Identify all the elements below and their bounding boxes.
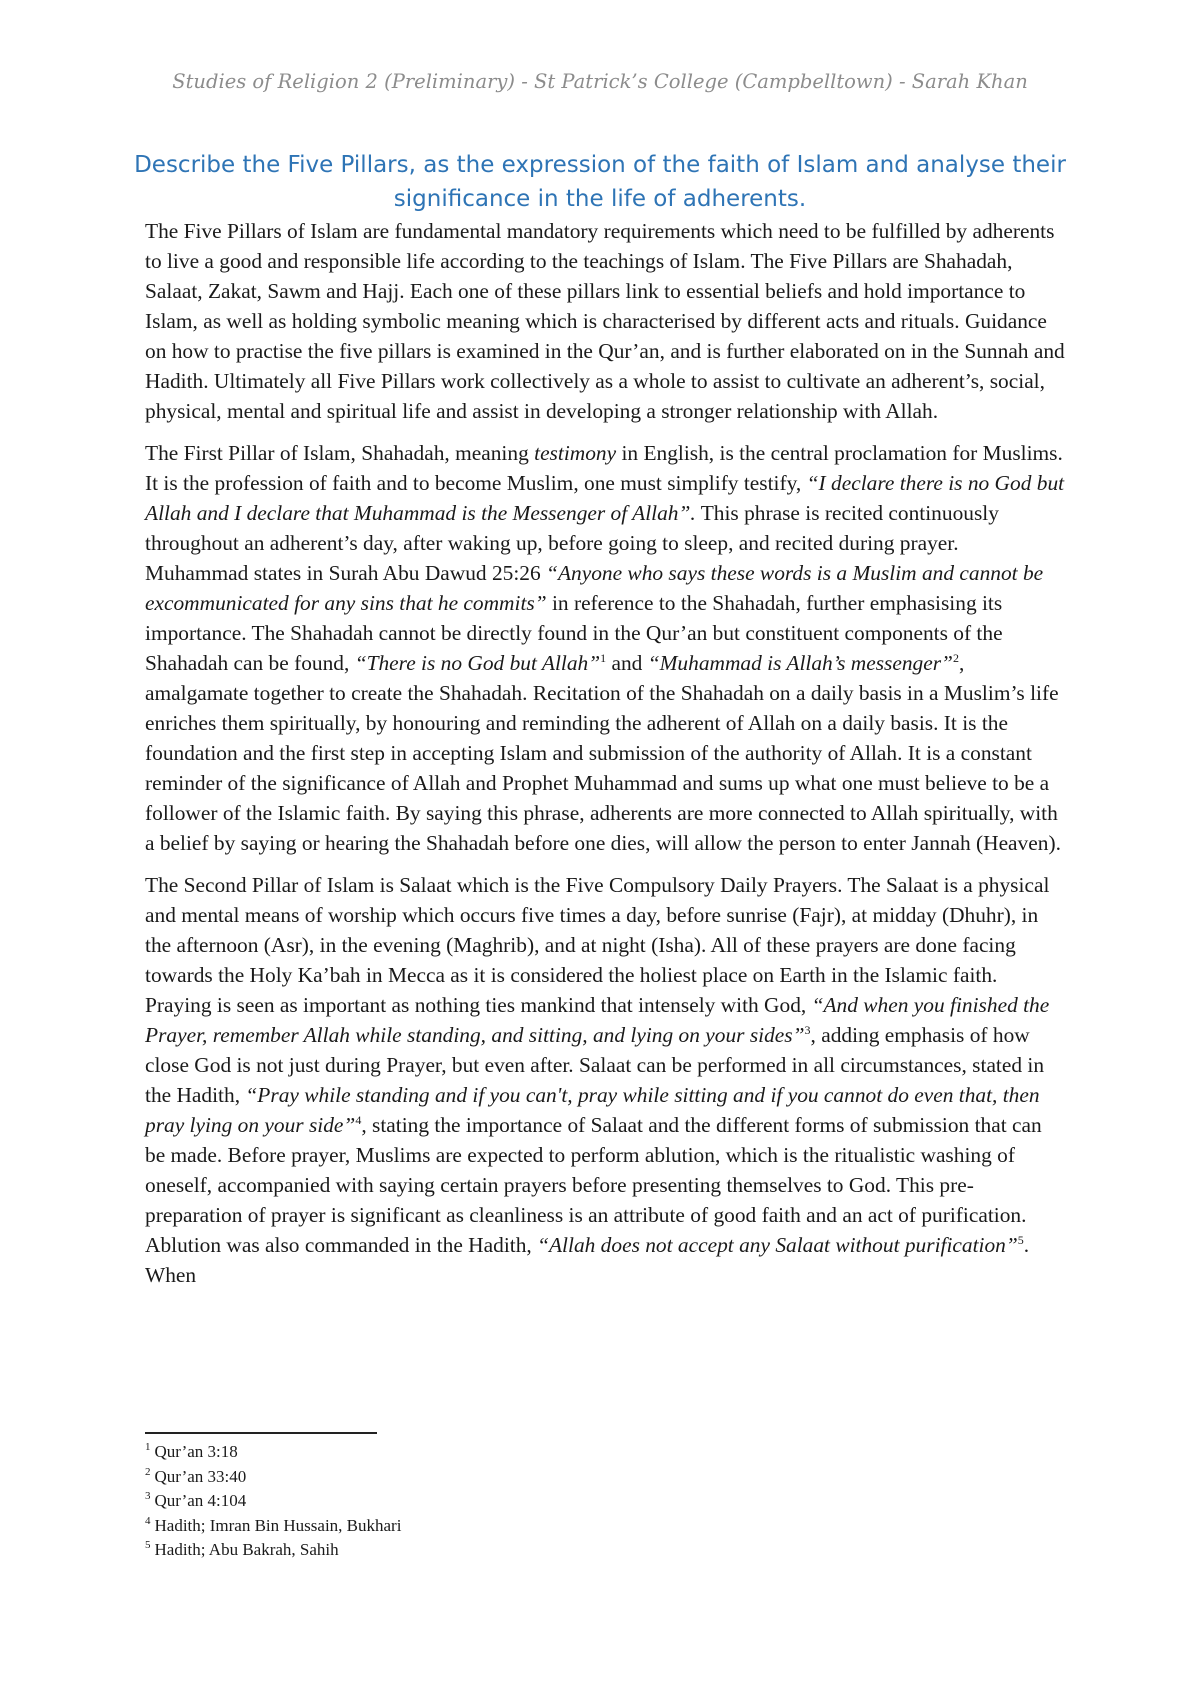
footnote-text: Qur’an 33:40 — [154, 1466, 247, 1486]
text-run: , stating the importance of Salaat and the different forms of submission that can be made. Before prayer, Muslims are expected to perform ablution, which is the ritualistic washing of oneself, accompanied with saying certain prayers before presenting themselves to God. This pre-preparation of prayer is significant as cleanliness is an attribute of good faith and an act of purification. Ablution was also commanded in the Hadith, — [145, 1113, 1042, 1257]
text-run: This phrase is recited continuously throughout an adherent’s day, after waking up, before going to sleep, and recited during prayer. Muhammad states in Surah Abu Dawud 25:26 — [145, 501, 999, 585]
text-run: and — [606, 651, 648, 675]
footnote-text: Hadith; Abu Bakrah, Sahih — [154, 1540, 339, 1559]
quote-shahadah: “I declare there is no God but Allah and I declare that Muhammad is the Messenger of Allah”. — [145, 471, 1065, 525]
footnote-item — [145, 1489, 845, 1514]
footnote-number: 2 — [145, 1465, 151, 1478]
footnote-number: 4 — [145, 1514, 151, 1527]
footnote-number: 3 — [145, 1490, 151, 1503]
text-run: The First Pillar of Islam, Shahadah, meaning — [145, 441, 535, 465]
footnote-text: Hadith; Imran Bin Hussain, Bukhari — [154, 1515, 402, 1535]
quote-purification: “Allah does not accept any Salaat without purification” — [537, 1233, 1018, 1257]
footnote-ref-3[interactable]: 3 — [804, 1022, 811, 1037]
quote-remember-allah: “And when you finished the Prayer, remember Allah while standing, and sitting, and lying on your sides” — [145, 993, 1050, 1047]
footnote-number: 1 — [145, 1441, 151, 1454]
quote-abu-dawud: “Anyone who says these words is a Muslim and cannot be excommunicated for any sins that he commits” — [145, 561, 1044, 615]
essay-body — [145, 216, 1065, 1302]
footnote-item — [145, 1440, 845, 1465]
quote-pray-standing: “Pray while standing and if you can't, pray while sitting and if you cannot do even that, then pray lying on your side” — [145, 1083, 1040, 1137]
text-run: in English, is the central proclamation for Muslims. It is the profession of faith and to become Muslim, one must simplify testify, — [145, 441, 1063, 495]
footnotes — [145, 1440, 845, 1563]
quote-muhammad-messenger: “Muhammad is Allah’s messenger” — [647, 651, 953, 675]
footnote-ref-5[interactable]: 5 — [1017, 1232, 1024, 1247]
footnote-separator — [145, 1432, 377, 1434]
footnote-ref-2[interactable]: 2 — [952, 650, 959, 665]
page-header: Studies of Religion 2 (Preliminary) - St Patrick’s College (Campbelltown) - Sarah Khan — [172, 70, 1028, 93]
text-run: The Second Pillar of Islam is Salaat which is the Five Compulsory Daily Prayers. The Salaat is a physical and mental means of worship which occurs five times a day, before sunrise (Fajr), at midday (Dhuhr), in the afternoon (Asr), in the evening (Maghrib), and at night (Isha). All of these prayers are done facing towards the Holy Ka’bah in Mecca as it is considered the holiest place on Earth in the Islamic faith. Praying is seen as important as nothing ties mankind that intensely with God, — [145, 873, 1050, 1017]
footnote-item — [145, 1538, 845, 1563]
footnote-item — [145, 1465, 845, 1490]
footnote-ref-4[interactable]: 4 — [355, 1112, 362, 1127]
footnote-item — [145, 1514, 845, 1539]
quote-no-god: “There is no God but Allah” — [354, 651, 601, 675]
text-run: , adding emphasis of how close God is not just during Prayer, but even after. Salaat can be performed in all circumstances, stated in the Hadith, — [145, 1023, 1045, 1107]
footnote-text: Qur’an 4:104 — [154, 1491, 247, 1510]
footnote-text: Qur’an 3:18 — [154, 1442, 238, 1461]
text-run: in reference to the Shahadah, further emphasising its importance. The Shahadah cannot be directly found in the Qur’an but constituent components of the Shahadah can be found, — [145, 591, 1003, 675]
italic-term: testimony — [534, 441, 617, 465]
footnote-number: 5 — [145, 1539, 151, 1552]
paragraph-shahadah — [145, 438, 1065, 858]
text-run: , amalgamate together to create the Shahadah. Recitation of the Shahadah on a daily basis in a Muslim’s life enriches them spiritually, by honouring and reminding the adherent of Allah on a daily basis. It is the foundation and the first step in accepting Islam and submission of the authority of Allah. It is a constant reminder of the significance of Allah and Prophet Muhammad and sums up what one must believe to be a follower of the Islamic faith. By saying this phrase, adherents are more connected to Allah spiritually, with a belief by saying or hearing the Shahadah before one dies, will allow the person to enter Jannah (Heaven). — [145, 651, 1061, 855]
essay-title: Describe the Five Pillars, as the expression of the faith of Islam and analyse their significance in the life of adherents. — [134, 152, 1066, 212]
paragraph-intro: The Five Pillars of Islam are fundamental mandatory requirements which need to be fulfilled by adherents to live a good and responsible life according to the teachings of Islam. The Five Pillars are Shahadah, Salaat, Zakat, Sawm and Hajj. Each one of these pillars link to essential beliefs and hold importance to Islam, as well as holding symbolic meaning which is characterised by different acts and rituals. Guidance on how to practise the five pillars is examined in the Qur’an, and is further elaborated on in the Sunnah and Hadith. Ultimately all Five Pillars work collectively as a whole to assist to cultivate an adherent’s, social, physical, mental and spiritual life and assist in developing a stronger relationship with Allah. — [145, 219, 1065, 423]
text-run: . When — [145, 1233, 1030, 1287]
footnote-ref-1[interactable]: 1 — [600, 650, 607, 665]
paragraph-salaat — [145, 870, 1065, 1290]
